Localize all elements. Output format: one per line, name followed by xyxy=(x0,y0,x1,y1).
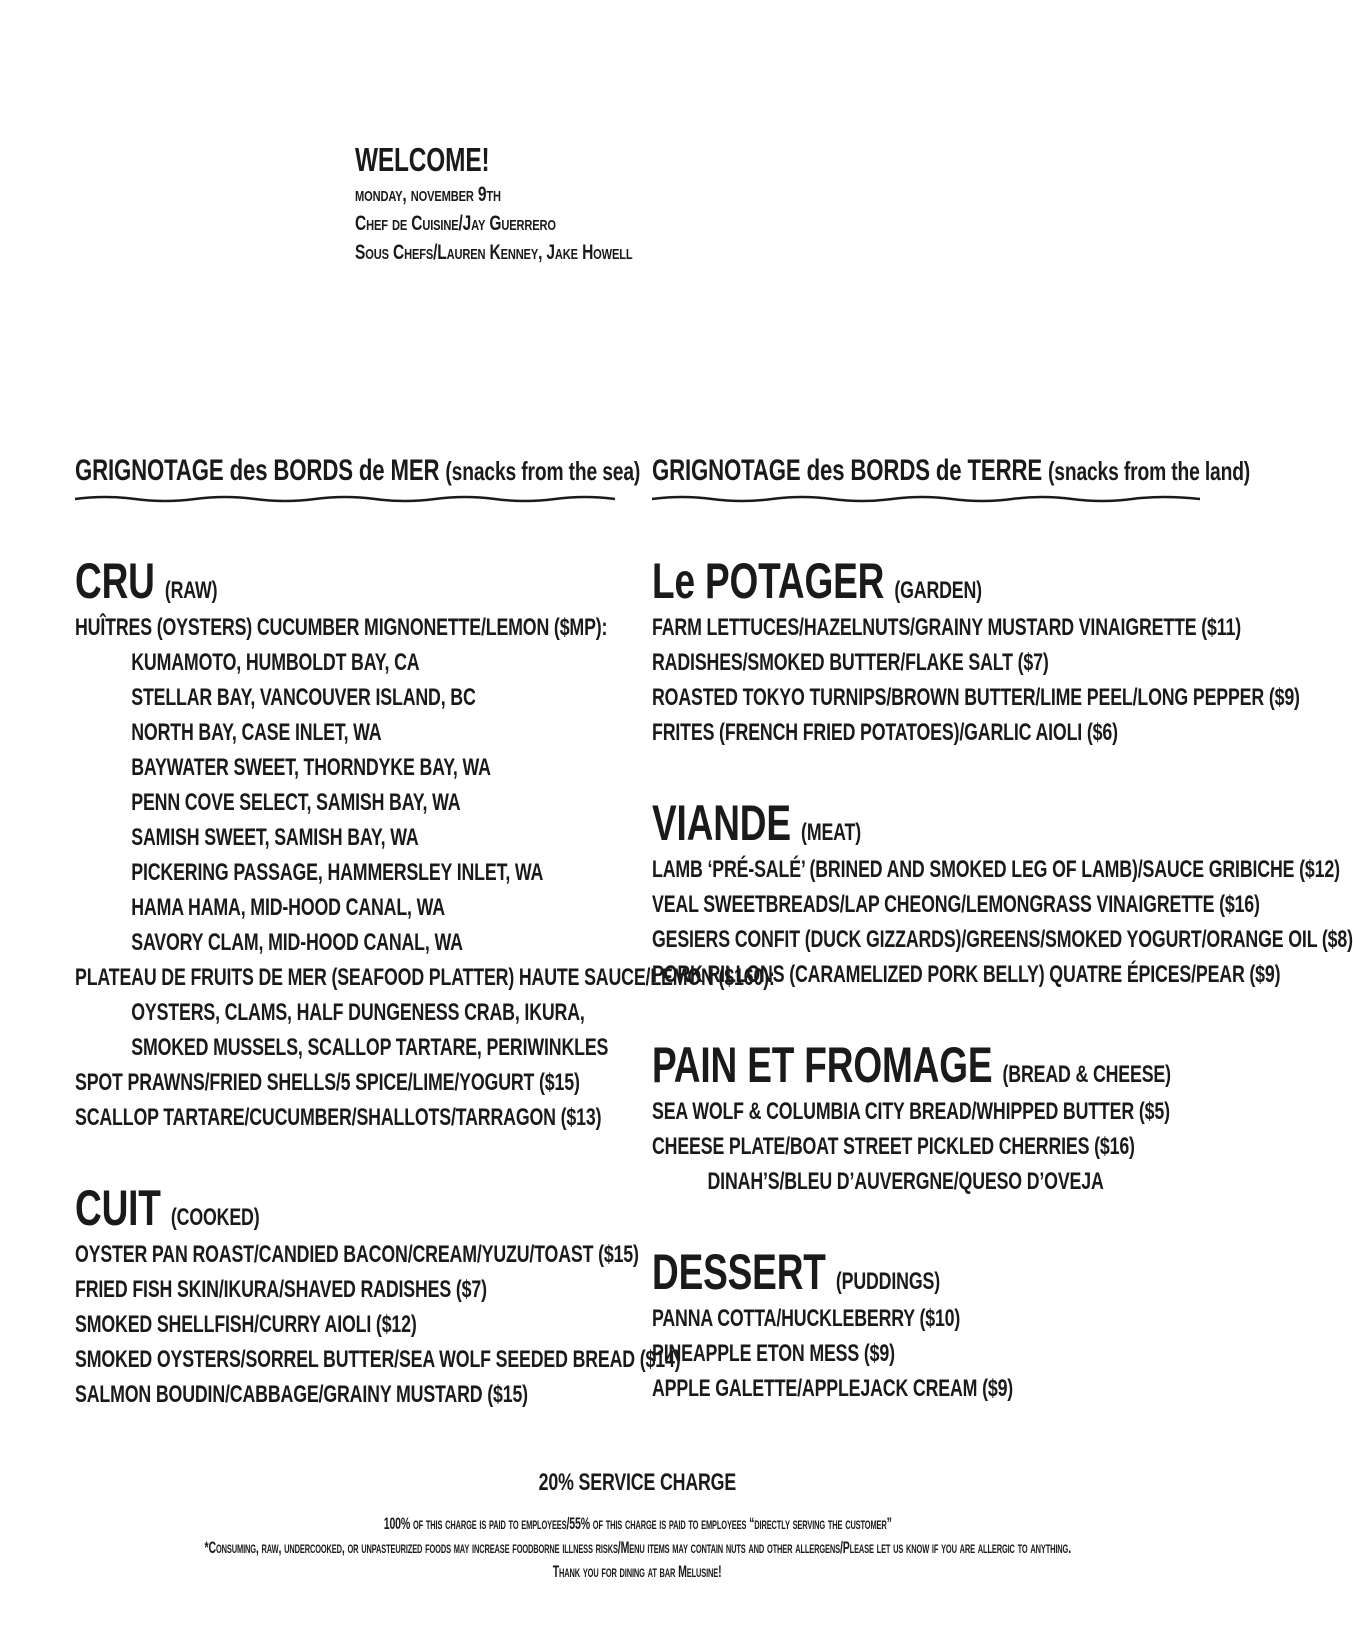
menu-subitem: PENN COVE SELECT, SAMISH BAY, WA xyxy=(131,789,461,816)
menu-subitem: DINAH’S/BLEU D’AUVERGNE/QUESO D’OVEJA xyxy=(707,1168,1104,1195)
menu-item: HUÎTRES (OYSTERS) CUCUMBER MIGNONETTE/LEMON ($MP): xyxy=(75,614,608,641)
section-potager xyxy=(652,553,1300,750)
welcome-title: WELCOME! xyxy=(355,141,490,178)
menu-footer xyxy=(0,1468,1275,1584)
menu-subitem: HAMA HAMA, MID-HOOD CANAL, WA xyxy=(131,894,445,921)
menu-item: GESIERS CONFIT (DUCK GIZZARDS)/GREENS/SMOKED YOGURT/ORANGE OIL ($8) xyxy=(652,926,1353,953)
menu-date: monday, november 9th xyxy=(355,183,501,206)
land-title-paren: (snacks from the land) xyxy=(1048,456,1251,486)
menu-item: OYSTER PAN ROAST/CANDIED BACON/CREAM/YUZU/TOAST ($15) xyxy=(75,1241,639,1268)
menu-subitem: SAVORY CLAM, MID-HOOD CANAL, WA xyxy=(131,929,463,956)
section-pain-et-fromage xyxy=(652,1037,1212,1199)
allergen-warning: *Consuming, raw, undercooked, or unpasteurized foods may increase foodborne illness risks/Menu items may contain nuts and other allergens/Please let us know if you are allergic to anything. xyxy=(204,1538,1071,1557)
menu-item: FRIED FISH SKIN/IKURA/SHAVED RADISHES ($7) xyxy=(75,1276,487,1303)
land-column xyxy=(652,452,1353,1406)
menu-item: FRITES (FRENCH FRIED POTATOES)/GARLIC AIOLI ($6) xyxy=(652,719,1118,746)
menu-subitem: PICKERING PASSAGE, HAMMERSLEY INLET, WA xyxy=(131,859,544,886)
menu-subitem: STELLAR BAY, VANCOUVER ISLAND, BC xyxy=(131,684,476,711)
menu-item: SALMON BOUDIN/CABBAGE/GRAINY MUSTARD ($15) xyxy=(75,1381,528,1408)
menu-subitem: SAMISH SWEET, SAMISH BAY, WA xyxy=(131,824,419,851)
sea-title-paren: (snacks from the sea) xyxy=(445,456,641,486)
section-cuit-name: CUIT xyxy=(75,1180,161,1236)
menu-item: SEA WOLF & COLUMBIA CITY BREAD/WHIPPED BUTTER ($5) xyxy=(652,1098,1170,1125)
menu-item: APPLE GALETTE/APPLEJACK CREAM ($9) xyxy=(652,1375,1014,1402)
land-title-underline xyxy=(652,494,1200,504)
service-charge: 20% SERVICE CHARGE xyxy=(538,1469,737,1496)
menu-item: SMOKED OYSTERS/SORREL BUTTER/SEA WOLF SEEDED BREAD ($14) xyxy=(75,1346,681,1373)
section-pain-sub: (BREAD & CHEESE) xyxy=(1002,1061,1171,1088)
menu-item: RADISHES/SMOKED BUTTER/FLAKE SALT ($7) xyxy=(652,649,1049,676)
section-cuit xyxy=(75,1180,681,1412)
section-dessert-name: DESSERT xyxy=(652,1244,826,1300)
menu-subitem: OYSTERS, CLAMS, HALF DUNGENESS CRAB, IKURA, xyxy=(131,999,585,1026)
menu-subitem: BAYWATER SWEET, THORNDYKE BAY, WA xyxy=(131,754,491,781)
sea-column-title xyxy=(75,452,641,490)
menu-item: SCALLOP TARTARE/CUCUMBER/SHALLOTS/TARRAGON ($13) xyxy=(75,1104,602,1131)
menu-subitem: NORTH BAY, CASE INLET, WA xyxy=(131,719,382,746)
section-cru-sub: (RAW) xyxy=(164,577,218,604)
section-potager-sub: (GARDEN) xyxy=(894,577,982,604)
menu-subitem: KUMAMOTO, HUMBOLDT BAY, CA xyxy=(131,649,420,676)
menu-header xyxy=(355,140,730,267)
sea-title-main: GRIGNOTAGE des BORDS de MER xyxy=(75,454,440,487)
menu-item: VEAL SWEETBREADS/LAP CHEONG/LEMONGRASS VINAIGRETTE ($16) xyxy=(652,891,1260,918)
section-pain-name: PAIN ET FROMAGE xyxy=(652,1037,993,1093)
section-cru-name: CRU xyxy=(75,553,155,609)
menu-item: PANNA COTTA/HUCKLEBERRY ($10) xyxy=(652,1305,961,1332)
thank-you-note: Thank you for dining at bar Melusine! xyxy=(553,1562,722,1581)
menu-subitem: SMOKED MUSSELS, SCALLOP TARTARE, PERIWINKLES xyxy=(131,1034,609,1061)
menu-item: CHEESE PLATE/BOAT STREET PICKLED CHERRIES ($16) xyxy=(652,1133,1135,1160)
service-charge-note: 100% of this charge is paid to employees/55% of this charge is paid to employees “directly serving the customer” xyxy=(383,1514,892,1533)
chef-de-cuisine: Chef de Cuisine/Jay Guerrero xyxy=(355,212,556,235)
menu-item: SMOKED SHELLFISH/CURRY AIOLI ($12) xyxy=(75,1311,417,1338)
section-dessert xyxy=(652,1244,1212,1406)
menu-item: PLATEAU DE FRUITS DE MER (SEAFOOD PLATTER) HAUTE SAUCE/LEMON ($160): xyxy=(75,964,775,991)
menu-item: ROASTED TOKYO TURNIPS/BROWN BUTTER/LIME PEEL/LONG PEPPER ($9) xyxy=(652,684,1300,711)
menu-item: PINEAPPLE ETON MESS ($9) xyxy=(652,1340,895,1367)
section-viande-sub: (MEAT) xyxy=(801,819,861,846)
sous-chefs: Sous Chefs/Lauren Kenney, Jake Howell xyxy=(355,241,633,264)
sea-title-underline xyxy=(75,494,615,504)
land-column-title xyxy=(652,452,1251,490)
section-cuit-sub: (COOKED) xyxy=(170,1204,260,1231)
section-viande-name: VIANDE xyxy=(652,795,791,851)
menu-item: LAMB ‘PRÉ-SALÉ’ (BRINED AND SMOKED LEG OF LAMB)/SAUCE GRIBICHE ($12) xyxy=(652,856,1340,883)
menu-item: SPOT PRAWNS/FRIED SHELLS/5 SPICE/LIME/YOGURT ($15) xyxy=(75,1069,580,1096)
section-viande xyxy=(652,795,1353,992)
section-potager-name: Le POTAGER xyxy=(652,553,885,609)
menu-item: PORK RILLONS (CARAMELIZED PORK BELLY) QUATRE ÉPICES/PEAR ($9) xyxy=(652,961,1281,988)
menu-item: FARM LETTUCES/HAZELNUTS/GRAINY MUSTARD VINAIGRETTE ($11) xyxy=(652,614,1242,641)
section-dessert-sub: (PUDDINGS) xyxy=(835,1268,940,1295)
land-title-main: GRIGNOTAGE des BORDS de TERRE xyxy=(652,454,1043,487)
